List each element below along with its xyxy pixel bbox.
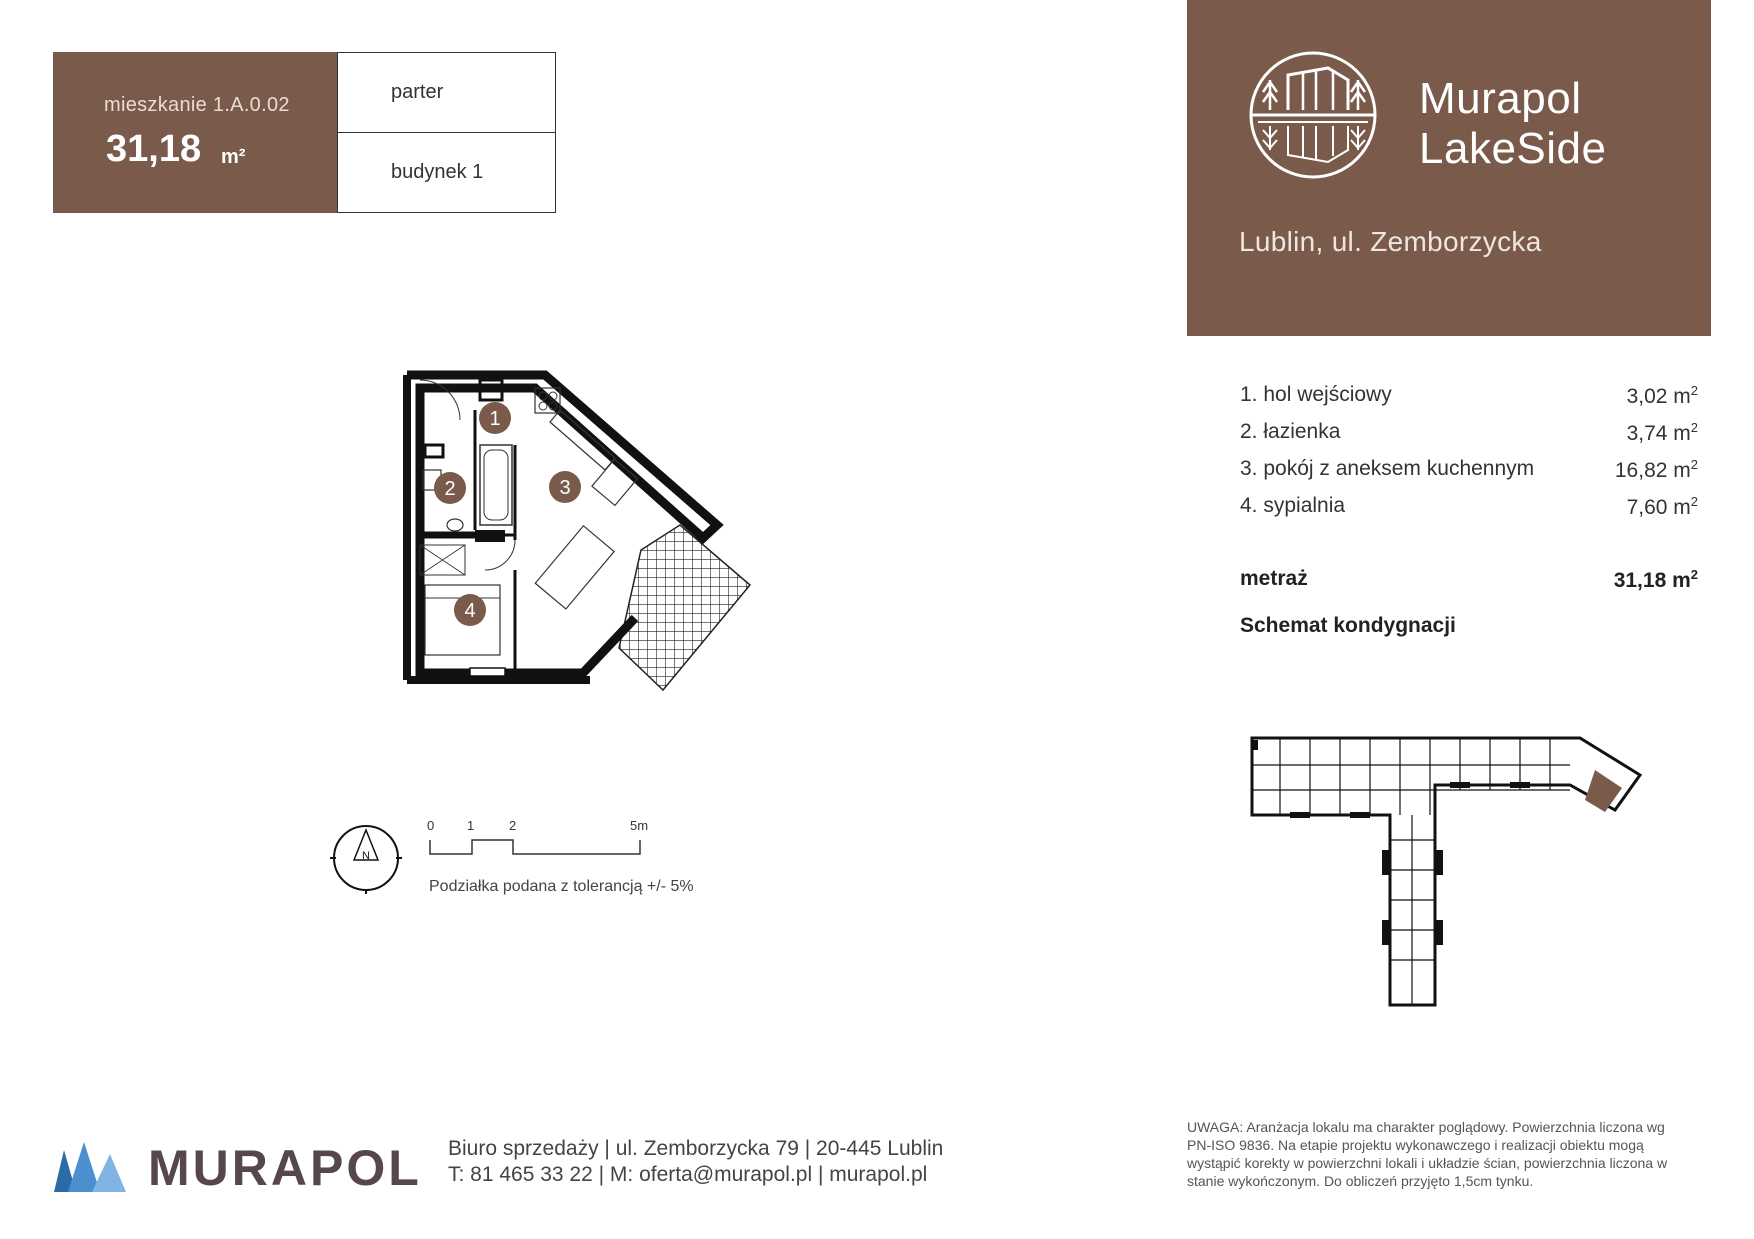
compass-icon — [330, 822, 402, 894]
svg-text:2: 2 — [444, 478, 456, 500]
svg-text:2: 2 — [509, 818, 517, 833]
svg-text:0: 0 — [427, 818, 435, 833]
room-4-name: 4. sypialnia — [1240, 494, 1346, 517]
building-cell — [338, 133, 555, 213]
footer-brand-name: MURAPOL — [148, 1140, 422, 1196]
brand-title-line2: LakeSide — [1419, 124, 1607, 173]
room-2-name: 2. łazienka — [1240, 420, 1341, 443]
apartment-area: 31,18 — [106, 128, 202, 170]
balcony — [619, 525, 750, 690]
disclaimer-text: UWAGA: Aranżacja lokalu ma charakter poglądowy. Powierzchnia liczona wg PN-ISO 9836. Na etapie projektu wykonawczego i realizacji obiektu mogą wystąpić korekty w powierzchni lokali i układzie ścian, powierzchnia liczona w stanie wykończonym. Do obliczeń przyjęto 1,5cm tynku. — [1187, 1119, 1668, 1189]
brand-header — [1187, 0, 1711, 336]
floor-label: parter — [391, 81, 444, 103]
apartment-info-table — [337, 52, 556, 213]
apartment-card — [53, 52, 337, 213]
svg-text:4: 4 — [464, 600, 476, 622]
floor-scheme-label: Schemat kondygnacji — [1240, 614, 1456, 637]
room-2-area: 3,74 $m^2$ — [1626, 420, 1698, 445]
room-1-name: 1. hol wejściowy — [1240, 383, 1392, 406]
room-marker-1 — [479, 402, 511, 434]
apartment-number: mieszkanie 1.A.0.02 — [104, 94, 290, 116]
room-4-area: 7,60 $m^2$ — [1626, 494, 1698, 519]
total-area-label: metraż — [1240, 567, 1308, 590]
room-marker-2 — [434, 472, 466, 504]
apartment-area-unit: m² — [221, 146, 246, 168]
floor-cell — [338, 53, 555, 133]
room-3-name: 3. pokój z aneksem kuchennym — [1240, 457, 1535, 480]
svg-text:N: N — [362, 850, 370, 862]
lakeside-logo-icon — [1248, 50, 1378, 180]
scale-bar — [425, 818, 665, 868]
svg-text:3: 3 — [559, 477, 571, 499]
svg-text:1: 1 — [489, 408, 501, 430]
building-floor-scheme — [1250, 730, 1650, 1010]
svg-text:1: 1 — [467, 818, 475, 833]
scale-note: Podziałka podana z tolerancją +/- 5% — [429, 878, 694, 895]
brand-title-line1: Murapol — [1419, 74, 1582, 123]
room-marker-3 — [549, 471, 581, 503]
total-area-value: 31,18 $m^2$ — [1613, 567, 1698, 592]
room-1-area: 3,02 $m^2$ — [1626, 383, 1698, 408]
room-3-area: 16,82 $m^2$ — [1614, 457, 1698, 482]
footer-contact: T: 81 465 33 22 | M: oferta@murapol.pl | murapol.pl — [448, 1163, 928, 1186]
brand-location: Lublin, ul. Zemborzycka — [1239, 226, 1542, 257]
building-label: budynek 1 — [391, 160, 484, 183]
footer-sales-office: Biuro sprzedaży | ul. Zemborzycka 79 | 20-445 Lublin — [448, 1137, 944, 1160]
apartment-floor-plan — [395, 370, 755, 700]
room-marker-4 — [454, 594, 486, 626]
svg-text:5m: 5m — [630, 818, 649, 833]
murapol-logo-icon — [54, 1140, 126, 1192]
